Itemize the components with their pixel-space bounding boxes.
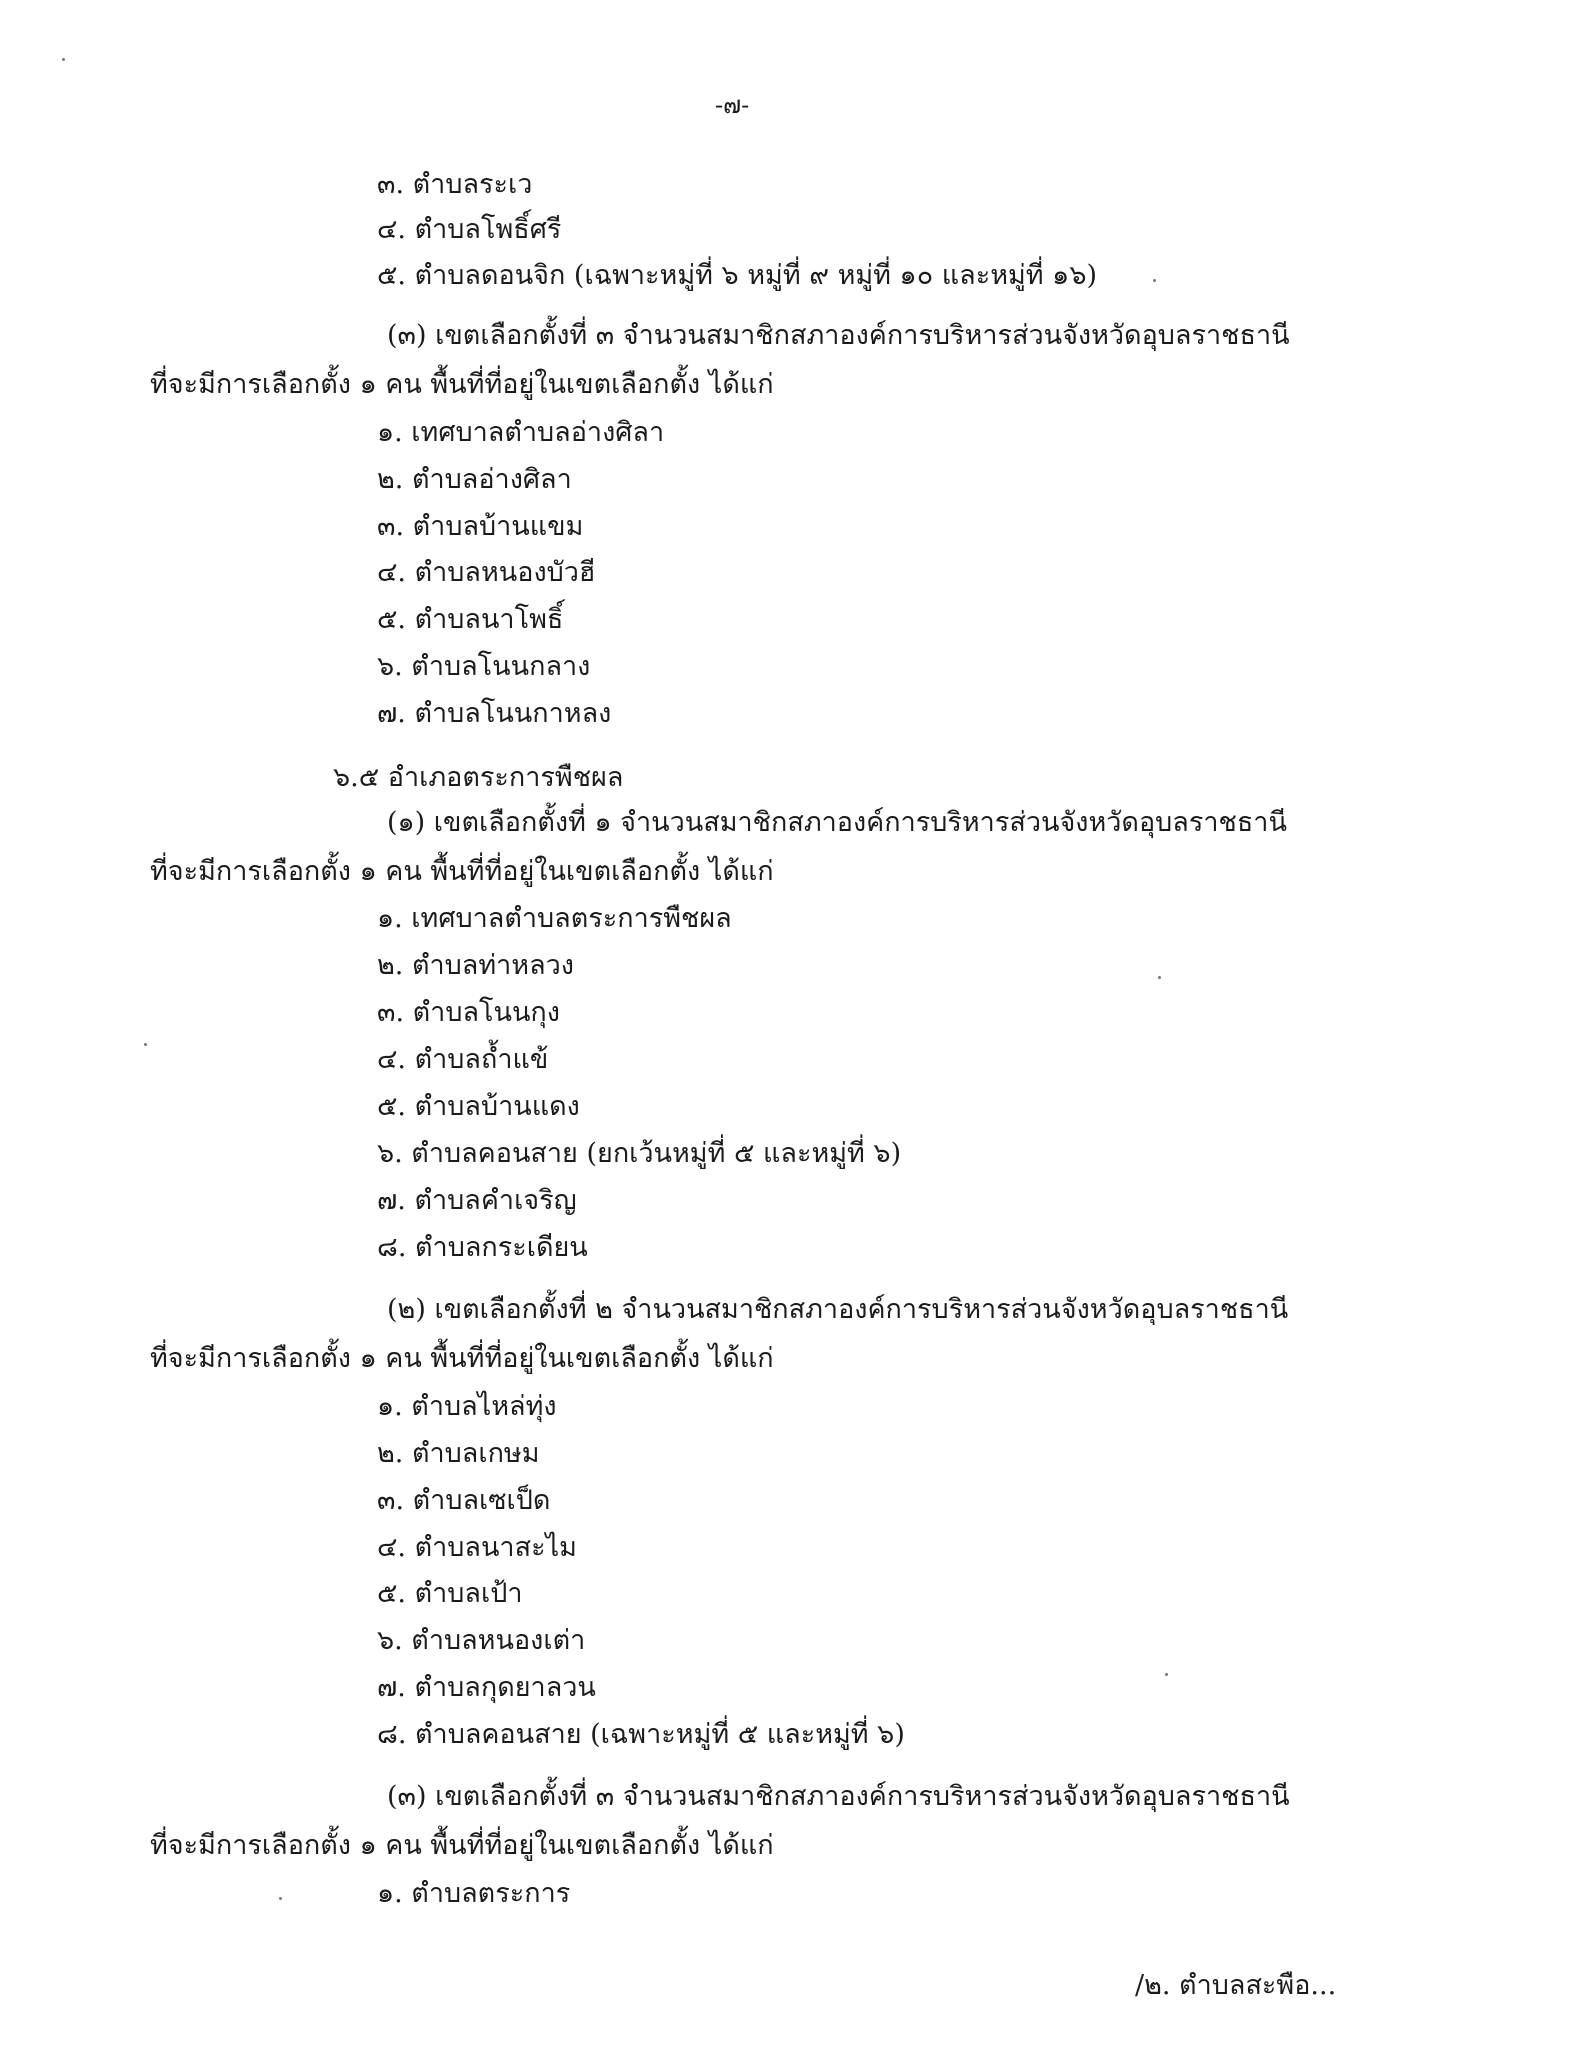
list-item: ๔. ตำบลถ้ำแข้ <box>377 1044 549 1075</box>
scan-speck <box>1153 279 1156 282</box>
list-item: ๕. ตำบลดอนจิก (เฉพาะหมู่ที่ ๖ หมู่ที่ ๙ หมู่ที่ ๑๐ และหมู่ที่ ๑๖) <box>377 260 1097 291</box>
district-heading: (๒) เขตเลือกตั้งที่ ๒ จำนวนสมาชิกสภาองค์การบริหารส่วนจังหวัดอุบลราชธานี <box>387 1294 1289 1325</box>
list-item: ๓. ตำบลบ้านแขม <box>377 511 584 542</box>
district-heading: (๓) เขตเลือกตั้งที่ ๓ จำนวนสมาชิกสภาองค์การบริหารส่วนจังหวัดอุบลราชธานี <box>387 320 1290 351</box>
list-item: ๘. ตำบลกระเดียน <box>377 1232 588 1263</box>
scan-speck <box>144 1043 147 1046</box>
scan-speck <box>279 1897 282 1900</box>
list-item: ๕. ตำบลบ้านแดง <box>377 1091 580 1122</box>
district-continuation: ที่จะมีการเลือกตั้ง ๑ คน พื้นที่ที่อยู่ในเขตเลือกตั้ง ได้แก่ <box>150 369 774 400</box>
list-item: ๗. ตำบลคำเจริญ <box>377 1185 577 1216</box>
list-item: ๖. ตำบลหนองเต่า <box>377 1625 586 1656</box>
list-item: ๒. ตำบลอ่างศิลา <box>377 464 572 495</box>
district-heading: (๓) เขตเลือกตั้งที่ ๓ จำนวนสมาชิกสภาองค์การบริหารส่วนจังหวัดอุบลราชธานี <box>387 1781 1290 1812</box>
list-item: ๑. เทศบาลตำบลตระการพืชผล <box>377 903 732 934</box>
scan-speck <box>1158 976 1161 979</box>
list-item: ๑. เทศบาลตำบลอ่างศิลา <box>377 417 665 448</box>
list-item: ๘. ตำบลคอนสาย (เฉพาะหมู่ที่ ๕ และหมู่ที่ ๖) <box>377 1719 905 1750</box>
list-item: ๒. ตำบลเกษม <box>377 1438 540 1469</box>
list-item: ๓. ตำบลโนนกุง <box>377 997 560 1028</box>
list-item: ๕. ตำบลนาโพธิ์ <box>377 604 564 635</box>
list-item: ๑. ตำบลตระการ <box>377 1878 571 1909</box>
list-item: ๔. ตำบลโพธิ์ศรี <box>377 214 562 245</box>
list-item: ๗. ตำบลกุดยาลวน <box>377 1672 596 1703</box>
list-item: ๓. ตำบลระเว <box>377 169 533 200</box>
list-item: ๖. ตำบลคอนสาย (ยกเว้นหมู่ที่ ๕ และหมู่ที่ ๖) <box>377 1138 902 1169</box>
section-heading: ๖.๕ อำเภอตระการพืชผล <box>333 762 624 793</box>
scan-speck <box>1165 1673 1168 1676</box>
list-item: ๗. ตำบลโนนกาหลง <box>377 698 612 729</box>
list-item: ๑. ตำบลไหล่ทุ่ง <box>377 1391 557 1422</box>
list-item: ๓. ตำบลเซเป็ด <box>377 1485 551 1516</box>
list-item: ๔. ตำบลหนองบัวฮี <box>377 557 596 588</box>
district-continuation: ที่จะมีการเลือกตั้ง ๑ คน พื้นที่ที่อยู่ในเขตเลือกตั้ง ได้แก่ <box>150 1830 774 1861</box>
footer-continuation: /๒. ตำบลสะพือ... <box>1135 1970 1337 2001</box>
district-continuation: ที่จะมีการเลือกตั้ง ๑ คน พื้นที่ที่อยู่ในเขตเลือกตั้ง ได้แก่ <box>150 1343 774 1374</box>
page-number: -๗- <box>715 91 750 119</box>
list-item: ๔. ตำบลนาสะไม <box>377 1532 577 1563</box>
list-item: ๕. ตำบลเป้า <box>377 1578 523 1609</box>
list-item: ๒. ตำบลท่าหลวง <box>377 950 574 981</box>
scan-speck <box>62 58 65 61</box>
district-heading: (๑) เขตเลือกตั้งที่ ๑ จำนวนสมาชิกสภาองค์การบริหารส่วนจังหวัดอุบลราชธานี <box>387 807 1287 838</box>
district-continuation: ที่จะมีการเลือกตั้ง ๑ คน พื้นที่ที่อยู่ในเขตเลือกตั้ง ได้แก่ <box>150 856 774 887</box>
list-item: ๖. ตำบลโนนกลาง <box>377 651 591 682</box>
